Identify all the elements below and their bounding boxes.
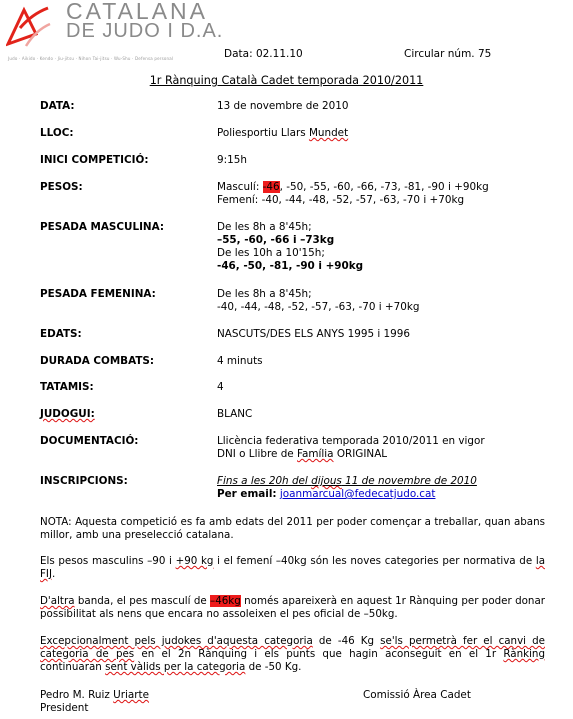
field-label: DATA: [40,100,75,112]
highlighted-weight: -46 [262,181,280,193]
note-paragraph-4: Excepcionalment pels judokes d'aquesta categoria de -46 Kg se'ls permetrà fer el canvi de categoria de pes en el 2n Rànquing i els punts que hagin aconseguit en el 1r Rànking continuaran sent vàlids per la categoria de -50 Kg. [40,635,545,673]
field-label: JUDOGUI: [40,408,95,420]
federation-logo [6,4,52,48]
circular-number: Circular núm. 75 [404,48,492,60]
field-label: DOCUMENTACIÓ: [40,435,139,447]
field-label: DURADA COMBATS: [40,355,155,367]
field-label: PESADA FEMENINA: [40,288,156,300]
field-value: 4 [217,381,224,393]
brand-line-1: CATALANA [66,0,209,24]
field-value: 4 minuts [217,355,263,367]
signature-block: Pedro M. Ruiz Uriarte President [40,689,150,714]
field-value: De les 8h a 8'45h; –55, -60, -66 i –73kg De les 10h a 10'15h; -46, -50, -81, -90 i +90kg [217,221,364,272]
field-label: LLOC: [40,127,74,139]
field-value: Masculí: -46, -50, -55, -60, -66, -73, -81, -90 i +90kg Femení: -40, -44, -48, -52, -57, -63, -70 i +70kg [217,181,489,206]
field-label: PESADA MASCULINA: [40,221,165,233]
field-label: PESOS: [40,181,83,193]
signature-role: President [40,702,89,714]
committee-name: Comissió Àrea Cadet [363,689,471,701]
field-value: BLANC [217,408,253,420]
field-label: EDATS: [40,328,82,340]
note-paragraph-3: D'altra banda, el pes masculí de –46kg només apareixerà en aquest 1r Rànquing per poder donar possibilitat als nens que encara no assoleixen el pes oficial de –50kg. [40,595,546,620]
note-paragraph-2: Els pesos masculins –90 i +90 kg i el femení –40kg són les noves categories per normativa de la FIJ. [40,555,545,580]
field-value: NASCUTS/DES ELS ANYS 1995 i 1996 [217,328,411,340]
brand-tagline: Judo · Aikido · Kendo · Jiu-jitsu · Nihon Tai-jitsu · Wu-Shu · Defensa personal [8,56,174,61]
note-paragraph-1: NOTA: Aquesta competició es fa amb edats del 2011 per poder començar a treballar, quan abans millor, amb una preselecció catalana. [40,516,545,541]
field-label: INICI COMPETICIÓ: [40,154,149,166]
document-title: 1r Rànquing Català Cadet temporada 2010/2011 [149,74,424,87]
field-value: Llicència federativa temporada 2010/2011 en vigor DNI o Llibre de Família ORIGINAL [217,435,485,460]
email-link[interactable]: joanmarcual@fedecatjudo.cat [279,488,436,500]
field-label: INSCRIPCIONS: [40,475,128,487]
field-value: 9:15h [217,154,247,166]
field-value: Fins a les 20h del dijous 11 de novembre de 2010 Per email: joanmarcual@fedecatjudo.cat [217,475,477,500]
field-value: Poliesportiu Llars Mundet [217,127,349,139]
field-value: De les 8h a 8'45h; -40, -44, -48, -52, -57, -63, -70 i +70kg [217,288,420,313]
brand-line-2: DE JUDO I D.A. [66,20,224,42]
email-label: Per email: [217,488,277,500]
field-label: TATAMIS: [40,381,94,393]
field-value: 13 de novembre de 2010 [217,100,349,112]
highlighted-weight: –46kg [210,595,241,607]
document-date: Data: 02.11.10 [224,48,303,60]
